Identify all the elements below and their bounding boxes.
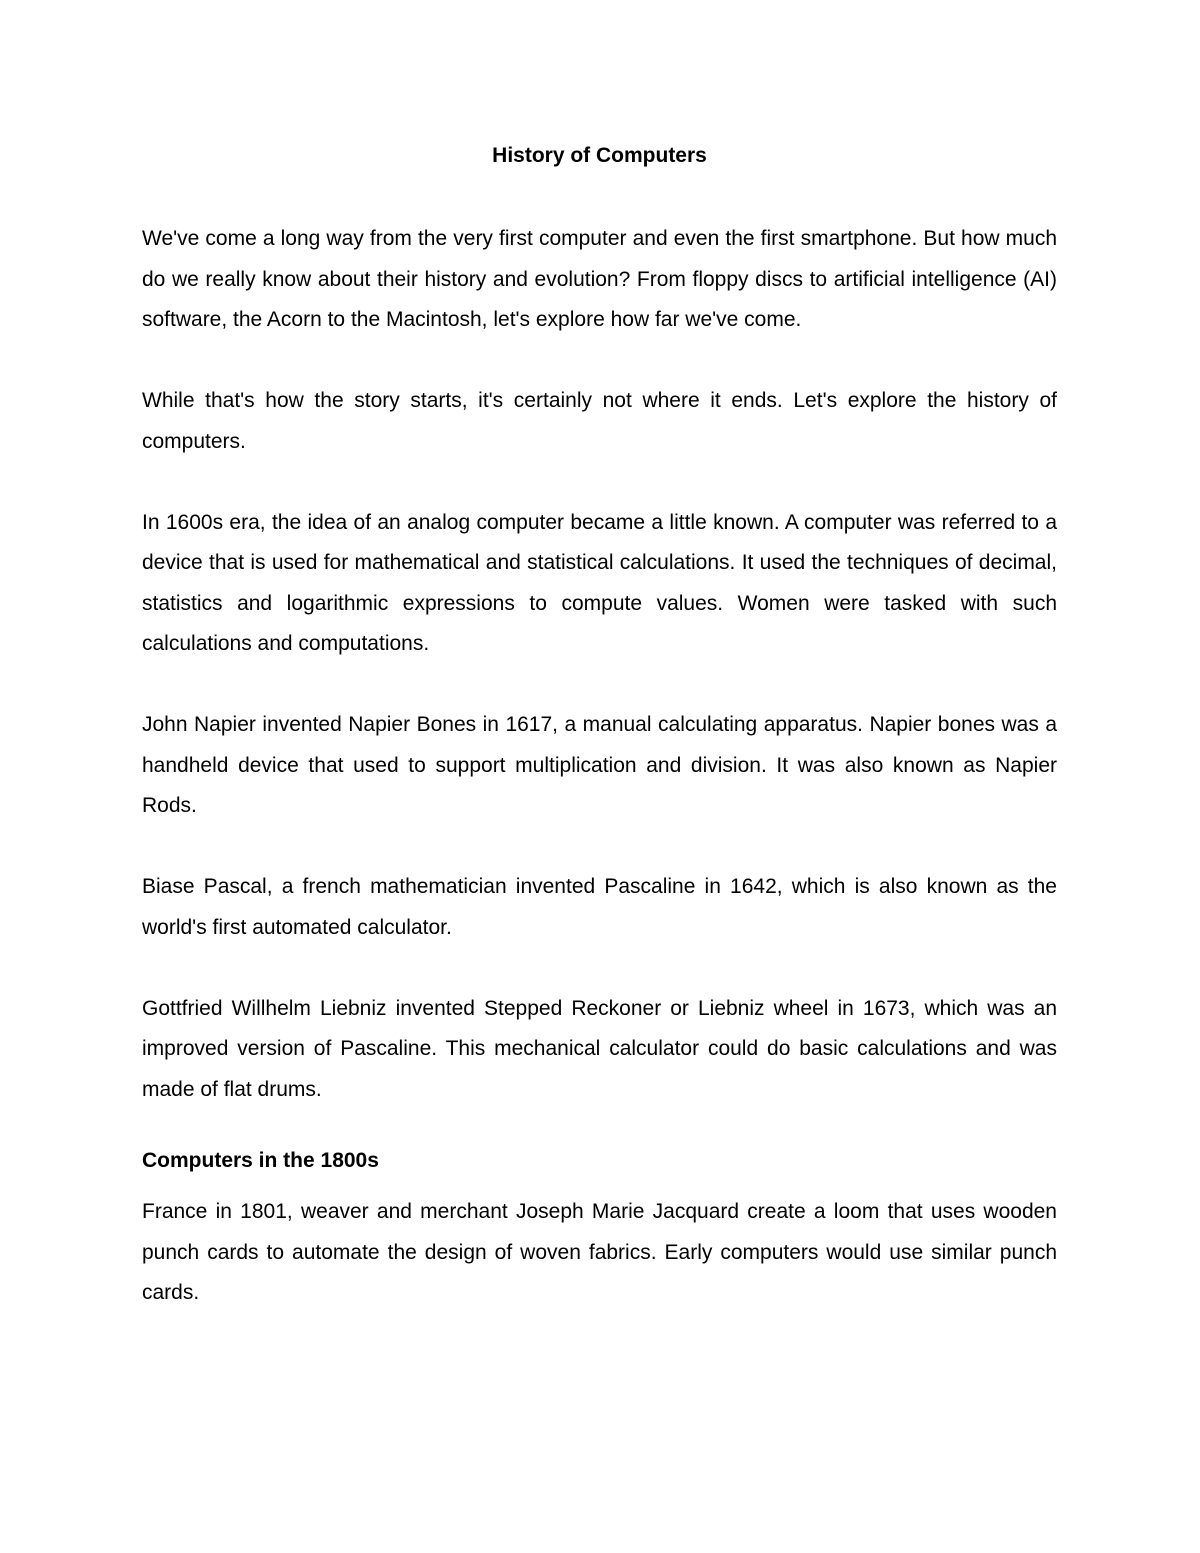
section-heading-1800s: Computers in the 1800s xyxy=(142,1149,379,1172)
paragraph-story-start: While that's how the story starts, it's certainly not where it ends. Let's explore the history of computers. xyxy=(142,389,1057,453)
paragraph-napier-bones: John Napier invented Napier Bones in 1617, a manual calculating apparatus. Napier bones was a handheld device that used to support multiplication and division. It was also known as Napier Rods. xyxy=(142,713,1057,817)
paragraph-jacquard-loom: France in 1801, weaver and merchant Joseph Marie Jacquard create a loom that uses wooden punch cards to automate the design of woven fabrics. Early computers would use similar punch cards. xyxy=(142,1200,1057,1304)
paragraph-intro: We've come a long way from the very first computer and even the first smartphone. But how much do we really know about their history and evolution? From floppy discs to artificial intelligence (AI) software, the Acorn to the Macintosh, let's explore how far we've come. xyxy=(142,227,1057,331)
paragraph-stepped-reckoner: Gottfried Willhelm Liebniz invented Stepped Reckoner or Liebniz wheel in 1673, which was an improved version of Pascaline. This mechanical calculator could do basic calculations and was made of flat drums. xyxy=(142,996,1057,1101)
paragraph-pascaline: Biase Pascal, a french mathematician invented Pascaline in 1642, which is also known as the world's first automated calculator. xyxy=(142,875,1057,939)
document-title: History of Computers xyxy=(492,144,707,167)
document-body xyxy=(142,138,1057,1314)
paragraph-1600s-era: In 1600s era, the idea of an analog computer became a little known. A computer was referred to a device that is used for mathematical and statistical calculations. It used the techniques of decimal, statistics and logarithmic expressions to compute values. Women were tasked with such calculations and computations. xyxy=(142,510,1057,655)
